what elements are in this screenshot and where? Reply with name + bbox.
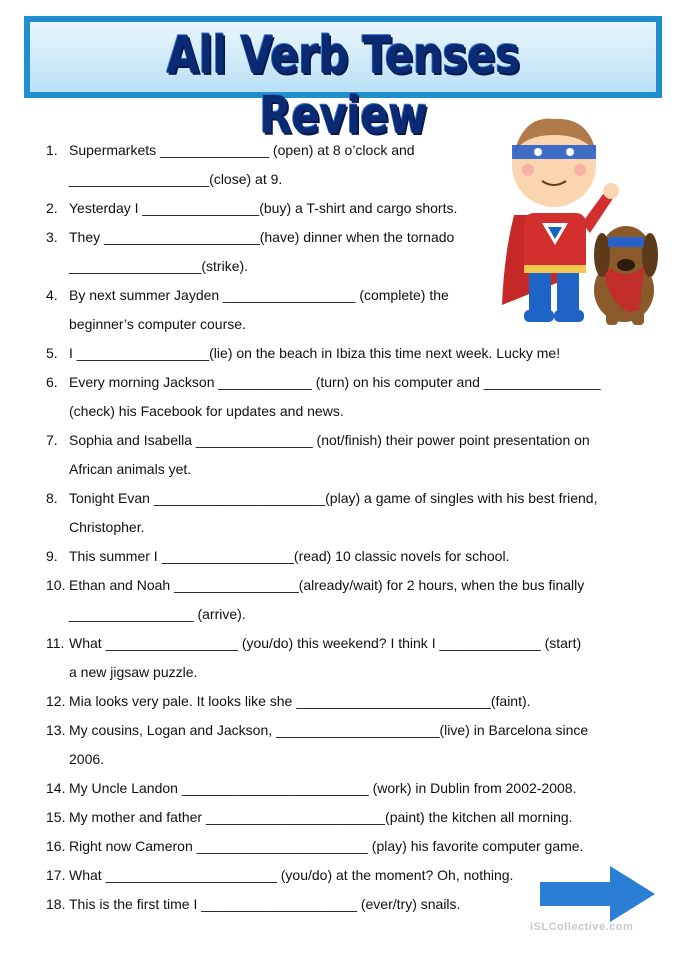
exercise-item: [46, 716, 646, 745]
item-text: Right now Cameron ______________________ (play) his favorite computer game.: [69, 838, 584, 854]
item-number: 15.: [46, 809, 66, 825]
item-number: 9.: [46, 548, 58, 564]
item-text-continued: a new jigsaw puzzle.: [69, 664, 198, 680]
item-text: This summer I _________________(read) 10 classic novels for school.: [69, 548, 510, 564]
item-text: My cousins, Logan and Jackson, _____________________(live) in Barcelona since: [69, 722, 589, 738]
exercise-item: [46, 368, 646, 397]
exercise-item: [46, 339, 646, 368]
item-text: Sophia and Isabella _______________ (not/finish) their power point presentation on: [69, 432, 590, 448]
exercise-item: [46, 803, 646, 832]
item-number: 5.: [46, 345, 58, 361]
item-text: Yesterday I _______________(buy) a T-shirt and cargo shorts.: [69, 200, 458, 216]
item-text: By next summer Jayden _________________ (complete) the: [69, 287, 449, 303]
exercise-item: [46, 571, 646, 600]
page-title: All Verb Tenses Review: [166, 26, 520, 146]
item-text: Ethan and Noah ________________(already/wait) for 2 hours, when the bus finally: [69, 577, 585, 593]
title-banner: [24, 16, 662, 146]
item-number: 8.: [46, 490, 58, 506]
item-text: My Uncle Landon ________________________ (work) in Dublin from 2002-2008.: [69, 780, 577, 796]
exercise-item: [46, 542, 646, 571]
item-text: What ______________________ (you/do) at the moment? Oh, nothing.: [69, 867, 514, 883]
item-text-continued: (check) his Facebook for updates and news.: [69, 403, 344, 419]
item-text: This is the first time I ____________________ (ever/try) snails.: [69, 896, 461, 912]
item-text-continued: _________________(strike).: [69, 258, 249, 274]
exercise-item: [46, 484, 646, 513]
item-text-continued: beginner’s computer course.: [69, 316, 246, 332]
item-text: My mother and father _______________________(paint) the kitchen all morning.: [69, 809, 573, 825]
exercise-item: [46, 774, 646, 803]
exercise-item: [46, 687, 646, 716]
item-text: Every morning Jackson ____________ (turn) on his computer and _______________: [69, 374, 601, 390]
item-text: Tonight Evan ______________________(play) a game of singles with his best friend,: [69, 490, 598, 506]
item-number: 18.: [46, 896, 66, 912]
item-number: 4.: [46, 287, 58, 303]
right-arrow-icon: [540, 866, 655, 922]
superhero-illustration: [494, 105, 664, 330]
item-text: What _________________ (you/do) this weekend? I think I _____________ (start): [69, 635, 582, 651]
item-number: 1.: [46, 142, 58, 158]
item-number: 2.: [46, 200, 58, 216]
item-text-continued: ________________ (arrive).: [69, 606, 246, 622]
item-text-continued: African animals yet.: [69, 461, 192, 477]
item-number: 7.: [46, 432, 58, 448]
item-text-continued: 2006.: [69, 751, 105, 767]
exercise-item: [46, 832, 646, 861]
item-text: I _________________(lie) on the beach in Ibiza this time next week. Lucky me!: [69, 345, 561, 361]
item-number: 12.: [46, 693, 66, 709]
item-number: 11.: [46, 635, 65, 651]
item-number: 13.: [46, 722, 66, 738]
item-number: 16.: [46, 838, 66, 854]
item-number: 3.: [46, 229, 58, 245]
item-text: Mia looks very pale. It looks like she _________________________(faint).: [69, 693, 531, 709]
item-number: 10.: [46, 577, 66, 593]
item-text-continued: Christopher.: [69, 519, 145, 535]
item-number: 6.: [46, 374, 58, 390]
item-text: Supermarkets ______________ (open) at 8 o’clock and: [69, 142, 415, 158]
item-number: 17.: [46, 867, 66, 883]
item-text: They ____________________(have) dinner when the tornado: [69, 229, 455, 245]
item-number: 14.: [46, 780, 66, 796]
watermark: iSLCollective.com: [530, 921, 634, 933]
exercise-item: [46, 426, 646, 455]
exercise-item: [46, 629, 646, 658]
item-text-continued: __________________(close) at 9.: [69, 171, 283, 187]
